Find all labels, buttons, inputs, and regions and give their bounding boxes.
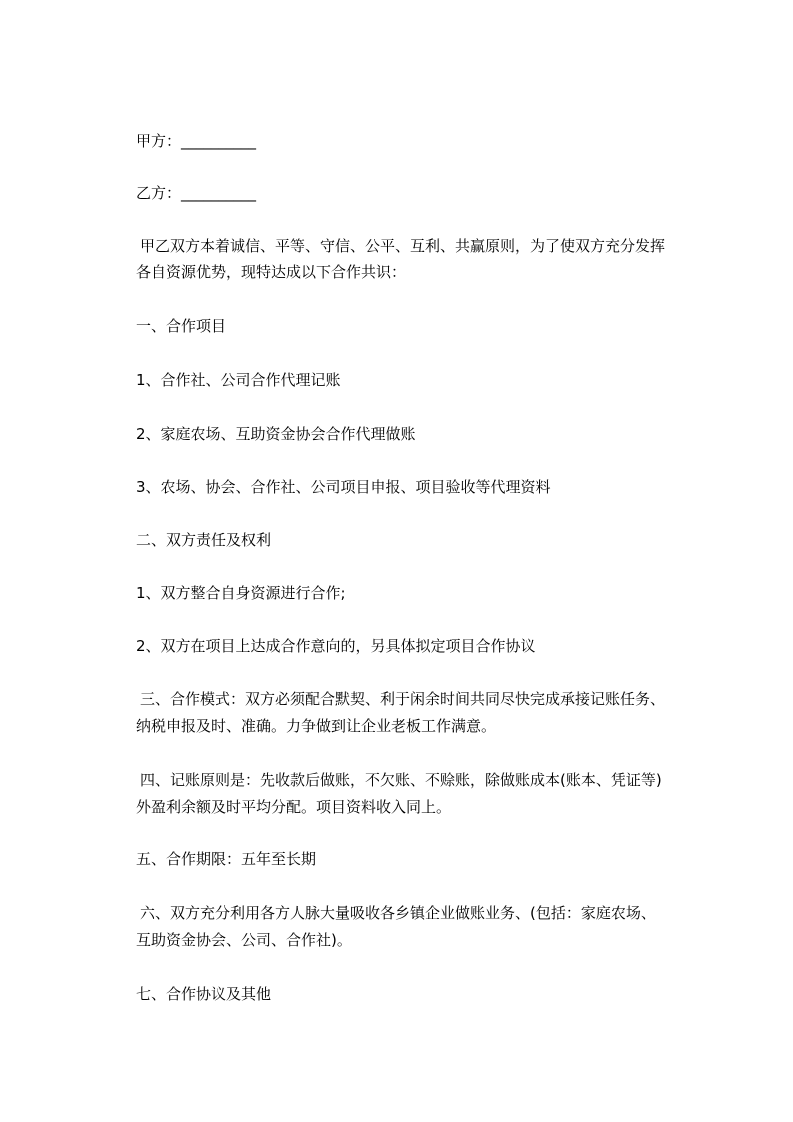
section4-line-2: 外盈利余额及时平均分配。项目资料收入同上。 — [136, 798, 452, 816]
section7-title: 七、合作协议及其他 — [136, 985, 272, 1003]
section4-line-1: 四、记账原则是：先收款后做账，不欠账、不赊账，除做账成本(账本、凭证等) — [140, 771, 662, 789]
section2-title: 二、双方责任及权利 — [136, 531, 272, 549]
section3-line-1: 三、合作模式：双方必须配合默契、利于闲余时间共同尽快完成承接记账任务、 — [140, 690, 666, 708]
party-b-line: 乙方：__________ — [136, 184, 257, 202]
section1-item-2: 2、家庭农场、互助资金协会合作代理做账 — [136, 425, 416, 443]
section6-line-1: 六、双方充分利用各方人脉大量吸收各乡镇企业做账业务、(包括：家庭农场、 — [140, 904, 656, 922]
section1-title: 一、合作项目 — [136, 317, 227, 335]
section2-item-1: 1、双方整合自身资源进行合作; — [136, 584, 346, 602]
section3-line-2: 纳税申报及时、准确。力争做到让企业老板工作满意。 — [136, 717, 497, 735]
section1-item-1: 1、合作社、公司合作代理记账 — [136, 371, 341, 389]
section2-item-2: 2、双方在项目上达成合作意向的，另具体拟定项目合作协议 — [136, 637, 536, 655]
party-a-line: 甲方：__________ — [136, 132, 257, 150]
section1-item-3: 3、农场、协会、合作社、公司项目申报、项目验收等代理资料 — [136, 478, 551, 496]
section5-title: 五、合作期限：五年至长期 — [136, 850, 317, 868]
intro-line-2: 各自资源优势，现特达成以下合作共识： — [136, 263, 407, 281]
intro-line-1: 甲乙双方本着诚信、平等、守信、公平、互利、共赢原则，为了使双方充分发挥 — [140, 237, 666, 255]
section6-line-2: 互助资金协会、公司、合作社)。 — [136, 931, 352, 949]
